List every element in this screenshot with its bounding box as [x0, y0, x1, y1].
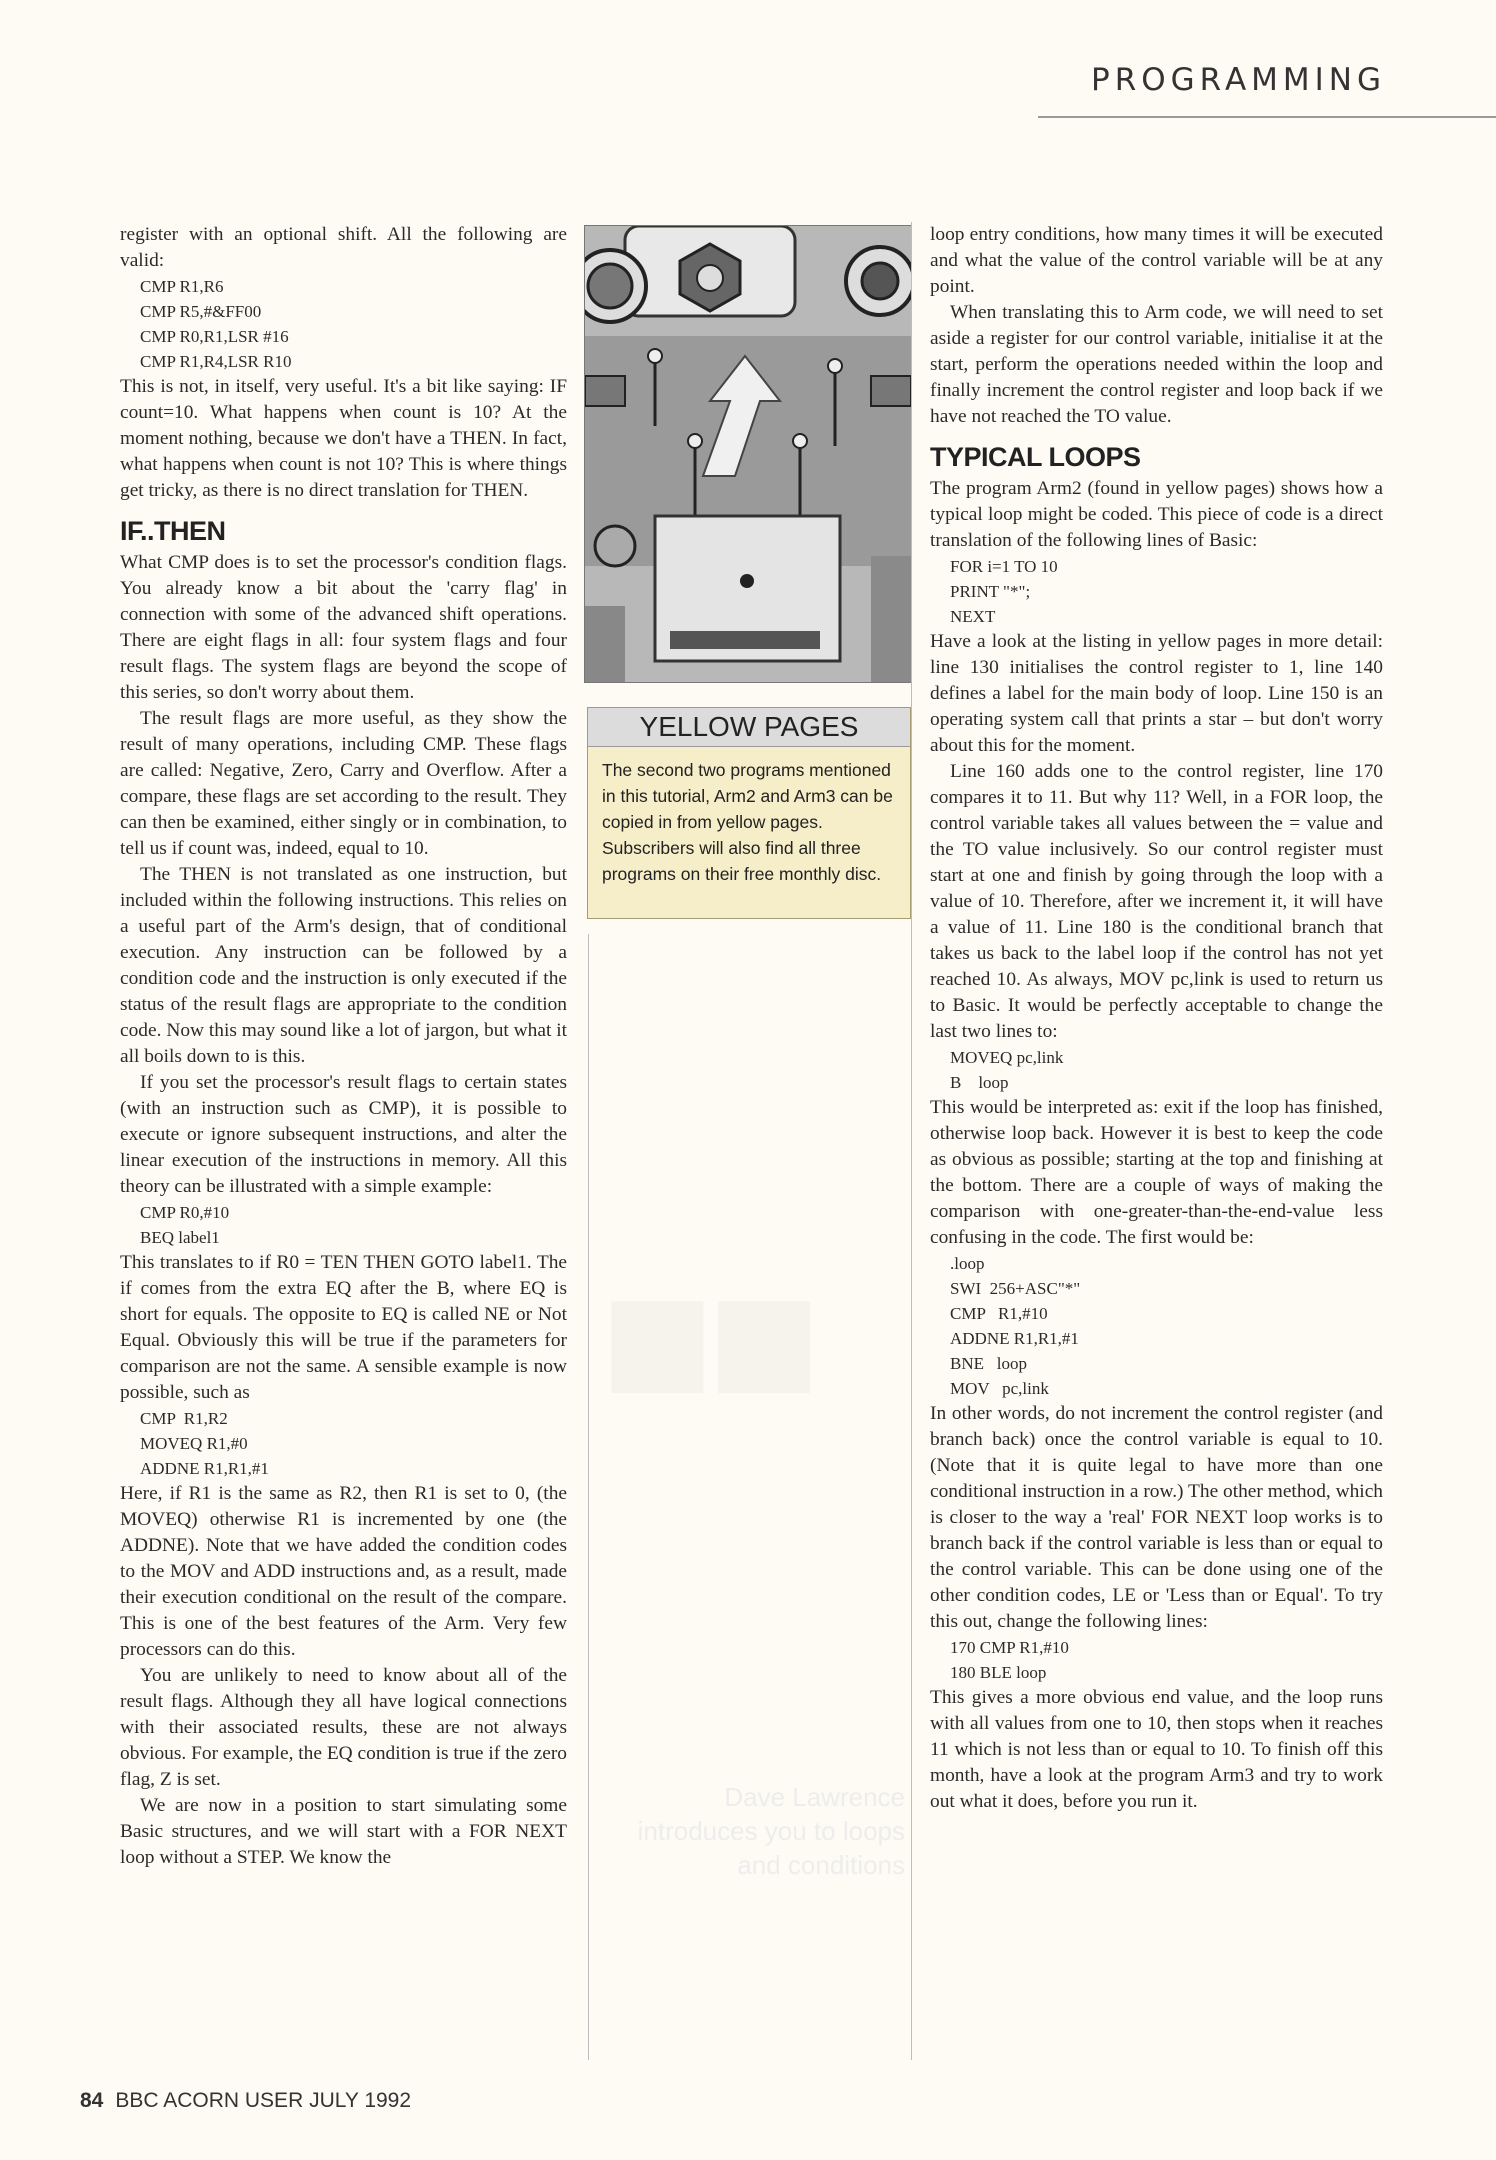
paragraph: In other words, do not increment the control register (and branch back) once the control variable is equal to 10. (Note that it is quite legal to have more than one conditional instruction in a row.) The other method, which is closer to the way a 'real' FOR NEXT loop works is to branch back if the control variable is less than or equal to the control variable. This can be done using one of the other condition codes, LE or 'Less than or Equal'. To try this out, change the following lines: [930, 1403, 1383, 1632]
yellow-pages-title: YELLOW PAGES [588, 708, 910, 747]
code-block [950, 1045, 1383, 1095]
paragraph: This is not, in itself, very useful. It's a bit like saying: IF count=10. What happens when count is 10? At the moment nothing, because we don't have a THEN. In fact, what happens when count is not 10? This is where things get tricky, as there is no direct translation for THEN. [120, 376, 567, 501]
paragraph: We are now in a position to start simulating some Basic structures, and we will start with a FOR NEXT loop without a STEP. We know the [120, 1795, 567, 1868]
circuit-illustration [584, 225, 912, 683]
section-header: PROGRAMMING [1091, 62, 1386, 98]
paragraph: register with an optional shift. All the following are valid: [120, 224, 567, 271]
page-footer [80, 2089, 411, 2113]
code-line: CMP R1,R2 [140, 1409, 228, 1428]
code-line: SWI 256+ASC"*" [950, 1279, 1081, 1298]
code-block [140, 274, 567, 374]
code-block [140, 1200, 567, 1250]
page-number: 84 [80, 2089, 104, 2112]
paragraph: This translates to if R0 = TEN THEN GOTO label1. The if comes from the extra EQ after the B, where EQ is short for equals. The opposite to EQ is called NE or Not Equal. Obviously this will be true if the parameters for comparison are not the same. A sensible example is now possible, such as [120, 1252, 567, 1403]
code-line: MOV pc,link [950, 1379, 1049, 1398]
subheading: IF..THEN [120, 516, 226, 546]
article-column-2 [930, 222, 1383, 1815]
code-block [950, 1635, 1383, 1685]
paragraph: If you set the processor's result flags to certain states (with an instruction such as CMP), it is possible to execute or ignore subsequent instructions, and alter the linear execution of the instructions in memory. All this theory can be illustrated with a simple example: [120, 1072, 567, 1197]
code-line: 170 CMP R1,#10 [950, 1638, 1069, 1657]
paragraph: Line 160 adds one to the control register, line 170 compares it to 11. But why 11? Well, in a FOR loop, the control variable takes all values between the = value and the TO value inclusively. So our control register must start at one and finish by going through the loop with a value of 10. Therefore, after we increment it, it will have a value of 11. Line 180 is the conditional branch that takes us back to the label loop if the control has not yet reached 10. As always, MOV pc,link is used to return us to Basic. It would be perfectly acceptable to change the last two lines to: [930, 761, 1383, 1042]
paragraph: This gives a more obvious end value, and the loop runs with all values from one to 10, then stops when it reaches 11 which is not less than or equal to 10. To finish off this month, have a look at the program Arm3 and try to work out what it does, before you run it. [930, 1687, 1383, 1812]
code-line: CMP R0,#10 [140, 1203, 230, 1222]
code-line: CMP R1,R6 [140, 277, 224, 296]
circuit-art [585, 226, 911, 682]
paragraph: This would be interpreted as: exit if the loop has finished, otherwise loop back. However it is best to keep the code as obvious as possible; starting at the top and finishing at the bottom. There are a couple of ways of making the comparison with one-greater-than-the-end-value less confusing in the code. The first would be: [930, 1097, 1383, 1248]
paragraph: loop entry conditions, how many times it will be executed and what the value of the control variable will be at any point. [930, 224, 1383, 297]
paragraph: What CMP does is to set the processor's condition flags. You already know a bit about the 'carry flag' in connection with some of the advanced shift operations. There are eight flags in all: four system flags and four result flags. The system flags are beyond the scope of this series, so don't worry about them. [120, 552, 567, 703]
code-line: BNE loop [950, 1354, 1027, 1373]
code-block [950, 1251, 1383, 1401]
paragraph: Here, if R1 is the same as R2, then R1 is set to 0, (the MOVEQ) otherwise R1 is incremented by one (the ADDNE). Note that we have added the condition codes to the MOV and ADD instructions and, as a result, made their execution conditional on the result of the compare. This is one of the best features of the Arm. Very few processors can do this. [120, 1483, 567, 1660]
background-watermark-shape: ■■ [600, 1233, 814, 1445]
code-line: MOVEQ pc,link [950, 1048, 1064, 1067]
code-line: .loop [950, 1254, 985, 1273]
code-line: CMP R5,#&FF00 [140, 302, 262, 321]
paragraph: The result flags are more useful, as they show the result of many operations, including CMP. These flags are called: Negative, Zero, Carry and Overflow. After a compare, these flags are set according to the result. They can then be examined, either singly or in combination, to tell us if count was, indeed, equal to 10. [120, 708, 567, 859]
code-line: NEXT [950, 607, 996, 626]
code-line: FOR i=1 TO 10 [950, 557, 1058, 576]
magazine-issue: BBC ACORN USER JULY 1992 [115, 2089, 412, 2112]
code-line: 180 BLE loop [950, 1663, 1047, 1682]
yellow-pages-text: The second two programs mentioned in this tutorial, Arm2 and Arm3 can be copied in from yellow pages. Subscribers will also find all three programs on their free monthly disc. [602, 760, 893, 884]
column-divider [911, 222, 912, 2060]
code-line: MOVEQ R1,#0 [140, 1434, 248, 1453]
code-line: CMP R0,R1,LSR #16 [140, 327, 289, 346]
paragraph: The THEN is not translated as one instruction, but included within the following instructions. This relies on a useful part of the Arm's design, that of conditional execution. Any instruction can be followed by a condition code and the instruction is only executed if the status of the result flags are appropriate to the condition code. Now this may sound like a lot of jargon, but what it all boils down to is this. [120, 864, 567, 1067]
paragraph: Have a look at the listing in yellow pages in more detail: line 130 initialises the control register to 1, line 140 defines a label for the main body of loop. Line 150 is an operating system call that prints a star – but don't worry about this for the moment. [930, 631, 1383, 756]
subheading: TYPICAL LOOPS [930, 442, 1141, 472]
ghost-standfirst: Dave Lawrence introduces you to loops and conditions [637, 1782, 905, 1880]
code-block [140, 1406, 567, 1481]
code-line: B loop [950, 1073, 1009, 1092]
paragraph: The program Arm2 (found in yellow pages) shows how a typical loop might be coded. This piece of code is a direct translation of the following lines of Basic: [930, 478, 1383, 551]
column-divider [588, 934, 589, 2060]
paragraph: When translating this to Arm code, we will need to set aside a register for our control variable, initialise it at the start, perform the operations needed within the loop and finally increment the control register and loop back if we have not reached the TO value. [930, 302, 1383, 427]
code-line: CMP R1,#10 [950, 1304, 1048, 1323]
yellow-pages-box [587, 707, 911, 919]
paragraph: You are unlikely to need to know about all of the result flags. Although they all have logical connections with their associated results, these are not always obvious. For example, the EQ condition is true if the zero flag, Z is set. [120, 1665, 567, 1790]
code-block [950, 554, 1383, 629]
article-column-1 [120, 222, 567, 1871]
code-line: ADDNE R1,R1,#1 [950, 1329, 1079, 1348]
code-line: PRINT "*"; [950, 582, 1031, 601]
code-line: CMP R1,R4,LSR R10 [140, 352, 292, 371]
code-line: ADDNE R1,R1,#1 [140, 1459, 269, 1478]
code-line: BEQ label1 [140, 1228, 220, 1247]
header-rule [1038, 116, 1496, 118]
